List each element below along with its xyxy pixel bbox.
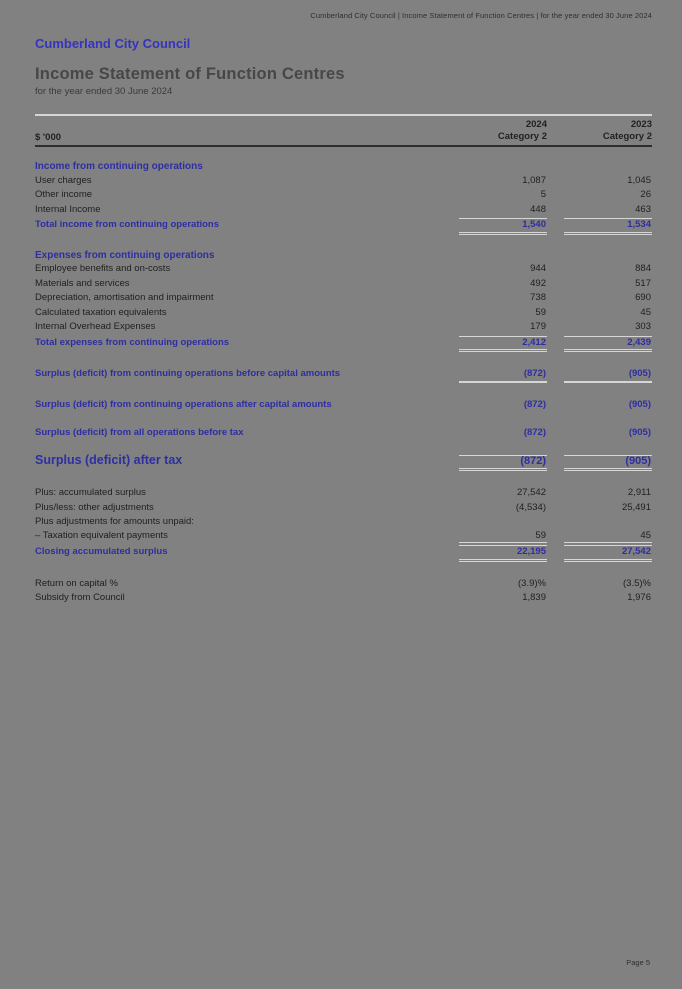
row-label: Return on capital % [35,577,118,589]
running-header: Cumberland City Council | Income Statement of Function Centres | for the year ended 30 June 2024 [310,11,652,20]
value-2024: (872) [523,398,546,410]
row-label: Surplus (deficit) after tax [35,452,183,467]
value-2024 [459,168,547,169]
table-row [35,174,652,189]
value-2023 [564,168,652,169]
value-2023: 27,542 [564,545,652,562]
row-label: Subsidy from Council [35,592,125,603]
table-row [35,454,652,473]
row-label: Calculated taxation equivalents [35,306,167,318]
column-category-2023: Category 2 [602,131,652,142]
value-2024: 59 [459,530,547,544]
value-2024: 179 [530,321,546,332]
column-header-2024 [459,119,547,143]
column-year-2024: 2024 [525,119,547,130]
value-2024: 5 [540,189,546,200]
value-2023: 690 [635,292,651,303]
table-row [35,501,652,516]
value-2023: 45 [640,306,651,318]
table-row [35,291,652,306]
row-label: Closing accumulated surplus [35,546,168,557]
statement-title: Income Statement of Function Centres [35,65,345,83]
row-label: Depreciation, amortisation and impairment [35,292,214,303]
row-label: Total income from continuing operations [35,219,220,230]
row-label: Plus adjustments for amounts unpaid: [35,516,194,527]
council-name-heading: Cumberland City Council [35,36,191,51]
value-2024: 59 [535,306,546,318]
table-row [35,426,652,441]
table-row [35,262,652,277]
value-2023: 26 [640,189,651,200]
table-row [35,398,652,413]
row-label: Total expenses from continuing operations [35,336,230,348]
value-2024: (3.9)% [518,577,546,589]
value-2023 [564,257,652,258]
row-label: Other income [35,189,93,200]
column-year-2023: 2023 [630,119,652,130]
value-2023: (905) [564,455,652,472]
value-2023: 25,491 [621,501,651,513]
table-row [35,515,652,529]
value-2023: (905) [564,368,652,383]
value-2023: 1,976 [627,592,651,603]
value-2023 [564,523,652,524]
value-2024: 492 [530,277,546,289]
row-label: Surplus (deficit) from continuing operations before capital amounts [35,368,341,379]
value-2023: 463 [635,203,651,215]
table-row [35,320,652,335]
table-row [35,335,652,354]
value-2023: 1,045 [627,174,651,186]
value-2023: 45 [564,530,652,544]
section-heading-row [35,249,652,263]
row-label: Income from continuing operations [35,161,203,172]
value-2023: 1,534 [564,218,652,235]
value-2024: (4,534) [515,501,546,513]
table-row [35,577,652,592]
value-2023: 2,439 [564,336,652,353]
value-2024: 2,412 [459,336,547,353]
table-row [35,544,652,563]
value-2023: 2,911 [627,487,651,498]
row-label: – Taxation equivalent payments [35,529,168,541]
value-2023: (3.5)% [623,577,651,589]
row-label: Materials and services [35,277,130,289]
table-row [35,367,652,384]
table-row [35,203,652,218]
row-label: Internal Overhead Expenses [35,321,156,332]
row-label: Internal Income [35,203,101,215]
value-2024 [459,257,547,258]
value-2024: 27,542 [516,487,546,498]
row-label: Plus/less: other adjustments [35,501,154,513]
column-header-2023 [564,119,652,143]
value-2024: (872) [459,455,547,472]
page-number: Page 5 [626,958,650,967]
table-row [35,188,652,203]
value-2024: 448 [530,203,546,215]
table-row [35,591,652,606]
value-2024: (872) [523,427,546,438]
value-2024: 1,087 [522,174,546,186]
units-label: $ '000 [35,132,62,143]
row-label: Expenses from continuing operations [35,249,215,261]
value-2024: 944 [530,263,546,274]
value-2024: 738 [530,292,546,303]
table-row [35,486,652,501]
row-label: Plus: accumulated surplus [35,487,146,498]
value-2023: 884 [635,263,651,274]
table-row [35,277,652,292]
value-2023: 517 [635,277,651,289]
table-row [35,306,652,321]
value-2023: 303 [635,321,651,332]
table-header-row [35,114,652,147]
value-2024: 1,839 [522,592,546,603]
table-row [35,217,652,236]
column-category-2024: Category 2 [497,131,547,142]
row-label: User charges [35,174,92,186]
row-label: Surplus (deficit) from continuing operations after capital amounts [35,398,332,410]
value-2023: (905) [628,427,651,438]
value-2024 [459,523,547,524]
value-2024: 22,195 [459,545,547,562]
row-label: Employee benefits and on-costs [35,263,171,274]
table-row [35,529,652,545]
value-2024: (872) [459,368,547,383]
statement-table [35,160,652,606]
section-heading-row [35,160,652,174]
statement-period-subtitle: for the year ended 30 June 2024 [35,86,173,97]
row-label: Surplus (deficit) from all operations before tax [35,427,244,438]
value-2023: (905) [628,398,651,410]
value-2024: 1,540 [459,218,547,235]
